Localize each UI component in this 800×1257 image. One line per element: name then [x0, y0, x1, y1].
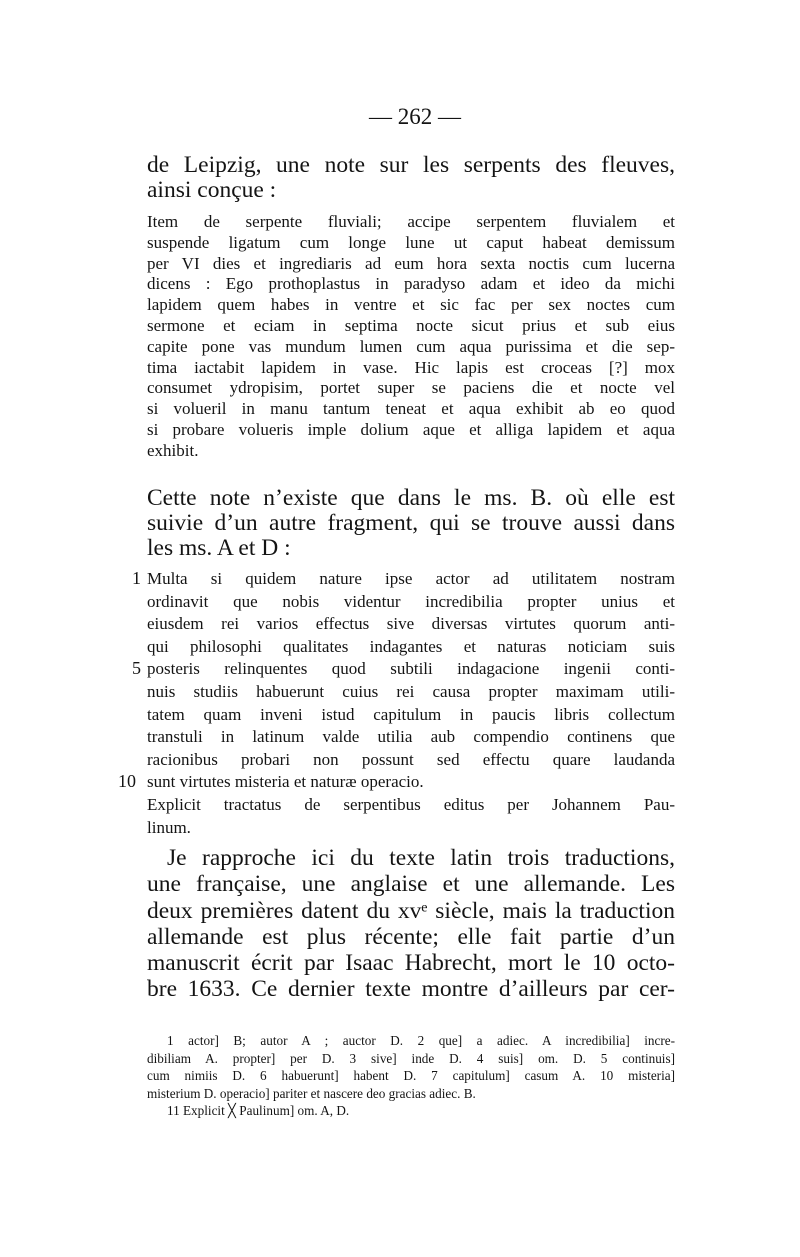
- middle-paragraph: [147, 486, 675, 561]
- middle-line: Cette note n’existe que dans le ms. B. où elle est: [147, 485, 675, 511]
- latin-fragment-line: Multa si quidem nature ipse actor ad utilitatem nostram: [147, 569, 675, 588]
- line-number-1: 1: [132, 568, 141, 588]
- footnote-line: dibiliam A. propter] per D. 3 sive] inde D. 4 suis] om. D. 5 continuis]: [147, 1050, 675, 1066]
- intro-line: de Leipzig, une note sur les serpents des fleuves,: [147, 152, 675, 178]
- footnote-line: 1 actor] B; autor A ; auctor D. 2 que] a adiec. A incredibilia] incre-: [167, 1033, 675, 1048]
- latin-note-line: lapidem quem habes in ventre et sic fac per sex noctes cum: [147, 295, 675, 315]
- latin-note-block: [147, 212, 675, 462]
- page-number: — 262 —: [369, 104, 461, 129]
- latin-fragment-line: nuis studiis habuerunt cuius rei causa propter maximam utili-: [147, 681, 675, 701]
- latin-note-line: per VI dies et ingrediaris ad eum hora sexta noctis cum lucerna: [147, 253, 675, 273]
- line-number-5: 5: [132, 658, 141, 678]
- closing-line: allemande est plus récente; elle fait partie d’un: [147, 923, 675, 950]
- latin-fragment-line: posteris relinquentes quod subtili indagacione ingenii conti-: [147, 659, 675, 679]
- latin-note-line: si probare volueris imple dolium aque et alliga lapidem et aqua: [147, 419, 675, 439]
- footnote-line: cum nimiis D. 6 habuerunt] habent D. 7 capitulum] casum A. 10 misteria]: [147, 1068, 675, 1084]
- latin-note-line: capite pone vas mundum lumen cum aqua purissima et die sep-: [147, 336, 675, 356]
- latin-fragment-line: qui philosophi qualitates indagantes et naturas noticiam suis: [147, 636, 675, 656]
- latin-note-line: suspende ligatum cum longe lune ut caput habeat demissum: [147, 232, 675, 252]
- latin-note-line: tima iactabit lapidem in vase. Hic lapis est croceas [?] mox: [147, 357, 675, 377]
- latin-note-line: exhibit.: [147, 440, 199, 460]
- latin-note-line: sermone et eciam in septima nocte sicut prius et sub eius: [147, 315, 675, 335]
- middle-line: suivie d’un autre fragment, qui se trouve aussi dans: [147, 510, 675, 536]
- footnotes: [147, 1032, 675, 1120]
- latin-fragment-line: transtuli in latinum valde utilia aub compendio continens que: [147, 727, 675, 747]
- latin-note-line: dicens : Ego prothoplastus in paradyso adam et ideo da michi: [147, 274, 675, 294]
- footnote-line: 11 Explicit ╳ Paulinum] om. A, D.: [167, 1103, 350, 1119]
- closing-line: une française, une anglaise et une allemande. Les: [147, 871, 675, 898]
- closing-paragraph: [147, 845, 675, 1003]
- latin-fragment-block: [147, 568, 675, 839]
- latin-fragment-line: linum.: [147, 817, 191, 837]
- latin-fragment-line: racionibus probari non possunt sed effectu quare laudanda: [147, 749, 675, 769]
- middle-line: les ms. A et D :: [147, 535, 291, 561]
- latin-fragment-line: sunt virtutes misteria et naturæ operacio.: [147, 772, 424, 792]
- latin-fragment-line: Explicit tractatus de serpentibus editus per Johannem Pau-: [147, 794, 675, 814]
- closing-line: deux premières datent du xvᵉ siècle, mais la traduction: [147, 897, 675, 924]
- intro-paragraph: [147, 153, 675, 203]
- closing-line: manuscrit écrit par Isaac Habrecht, mort le 10 octo-: [147, 950, 675, 977]
- latin-note-line: Item de serpente fluviali; accipe serpentem fluvialem et: [147, 212, 675, 231]
- closing-line: Je rapproche ici du texte latin trois traductions,: [167, 845, 675, 871]
- closing-line: bre 1633. Ce dernier texte montre d’ailleurs par cer-: [147, 976, 675, 1003]
- line-number-10: 10: [118, 771, 136, 791]
- latin-fragment-line: eiusdem rei varios effectus sive diversas virtutes quorum anti-: [147, 614, 675, 634]
- latin-note-line: si volueril in manu tantum teneat et aqua exhibit ab eo quod: [147, 399, 675, 419]
- latin-fragment-line: ordinavit que nobis videntur incredibilia propter unius et: [147, 591, 675, 611]
- latin-note-line: consumet ydropisim, portet super se paciens die et nocte vel: [147, 378, 675, 398]
- intro-line: ainsi conçue :: [147, 177, 277, 203]
- footnote-line: misterium D. operacio] pariter et nascere deo gracias adiec. B.: [147, 1085, 476, 1101]
- latin-fragment-line: tatem quam inveni istud capitulum in paucis libris collectum: [147, 704, 675, 724]
